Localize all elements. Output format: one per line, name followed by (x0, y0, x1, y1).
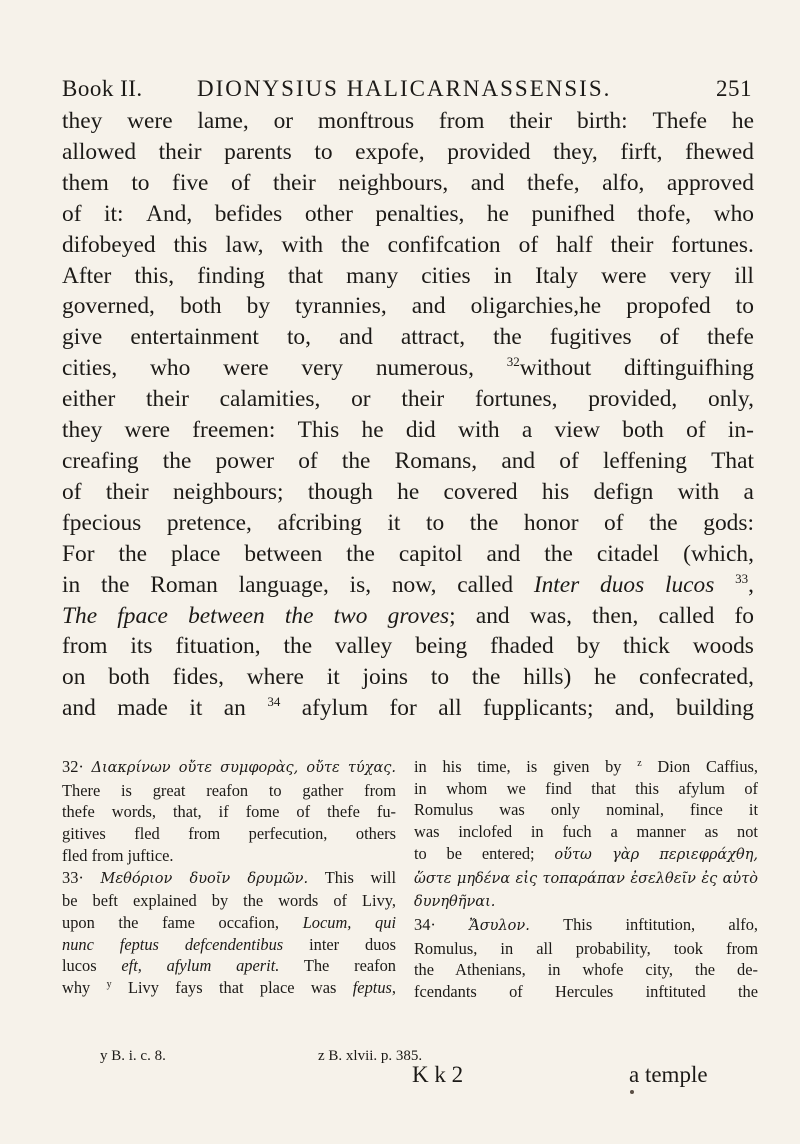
word: by (576, 633, 601, 660)
word: to (426, 509, 445, 536)
text-line (62, 137, 754, 168)
word: fhaded (490, 633, 554, 660)
word: the (493, 324, 522, 351)
word: calamities, (219, 386, 321, 413)
word: with (677, 478, 720, 505)
word: the (346, 540, 375, 567)
word: their (272, 169, 316, 196)
word: or (273, 108, 294, 134)
footnote-line: 33· Μεθόριον δυοῖν δρυμῶν. This will (62, 867, 396, 887)
word: thefe, (527, 169, 580, 196)
word: For (62, 540, 95, 567)
reference-y: y B. i. c. 8. (100, 1048, 166, 1064)
word: pretence, (166, 509, 252, 536)
word: their (509, 108, 553, 134)
word: from (438, 108, 485, 134)
word: cities (421, 262, 471, 289)
word: he (397, 478, 420, 505)
ink-speck (630, 1090, 634, 1094)
reference-z: z B. xlvii. p. 385. (318, 1048, 423, 1064)
footnote-marker: 34 (267, 694, 281, 710)
word: only, (708, 386, 754, 413)
word: of (62, 200, 82, 227)
greek-text: Ἄσυλον. (469, 917, 530, 934)
word: lame, (197, 108, 249, 134)
word: their (105, 478, 149, 505)
word: their (401, 386, 445, 413)
word: the (469, 509, 499, 536)
text-line (62, 662, 754, 693)
footnote-marker: 33 (735, 570, 749, 586)
word: the (544, 540, 573, 567)
word: being (415, 633, 468, 660)
word: Italy (535, 262, 578, 289)
word: gods: (703, 509, 754, 536)
reference-marker: z (637, 758, 642, 769)
word: it (326, 664, 340, 691)
footnote-marker: 32 (506, 354, 520, 370)
word: it: (104, 200, 124, 227)
word: That (711, 447, 754, 474)
word: to (314, 138, 333, 165)
word: the (283, 633, 313, 660)
word: from (62, 633, 108, 660)
footnote-line: to be entered; οὕτω γὰρ περιεφράχθη, (414, 843, 758, 863)
word: of (604, 509, 624, 536)
word: covered (443, 478, 518, 505)
footnote-line: thefe words, that, if fome of thefe fu- (62, 802, 396, 822)
word: them (62, 169, 109, 196)
word: by (246, 293, 271, 320)
text-line (62, 230, 754, 261)
text-line (62, 539, 754, 570)
italic-text: The fpace between the two groves (62, 602, 450, 629)
footnote-line: upon the fame occafion, Locum, qui (62, 912, 396, 932)
footnote-line: fled from juftice. (62, 845, 174, 865)
text-line (62, 631, 754, 662)
italic-text: eft, afylum aperit. (121, 956, 280, 976)
word: birth: (576, 108, 628, 134)
word: where (246, 664, 304, 691)
word: five (172, 169, 209, 196)
word: creafing (62, 447, 139, 474)
word: capitol (398, 540, 463, 567)
word: it (387, 509, 401, 536)
word: this (173, 231, 208, 258)
word: confecrated, (639, 664, 754, 691)
main-text (62, 106, 754, 724)
word: neighbours, (338, 169, 449, 196)
word: tyrannies, (295, 293, 387, 320)
word: This (297, 417, 340, 444)
word: governed, (62, 293, 155, 320)
footnote-line: There is great reafon to gather from (62, 780, 396, 800)
greek-text: Μεθόριον δυοῖν δρυμῶν. (100, 870, 309, 887)
word: fides, (172, 664, 224, 691)
word: After (62, 262, 112, 289)
word: fortunes. (671, 231, 754, 258)
word: who (713, 200, 754, 227)
footnotes-left-column (62, 756, 396, 999)
text-line: The fpace between the two groves; and was, then, called fo (62, 602, 754, 629)
word: their (158, 138, 202, 165)
word: law, (225, 231, 264, 258)
text-line: and made it an $^{34}$ afylum for all fupplicants; and, building (62, 694, 754, 722)
word: defign (593, 478, 654, 505)
word: and (501, 447, 536, 474)
word: did (405, 417, 436, 444)
page-number: 251 (716, 76, 752, 101)
word: the (162, 447, 192, 474)
word: and (470, 169, 505, 196)
word: the (341, 447, 371, 474)
word: in- (727, 417, 754, 444)
footnote-line (414, 867, 758, 891)
catchword: a temple (629, 1062, 708, 1087)
word: approved (666, 169, 754, 196)
word: power (215, 447, 275, 474)
word: of (62, 478, 82, 505)
word: firft, (620, 138, 663, 165)
text-line (62, 168, 754, 199)
footnote-line (414, 890, 758, 914)
word: the (341, 231, 370, 258)
word: fugitives (549, 324, 632, 351)
word: expofe, (355, 138, 425, 165)
word: and (411, 293, 446, 320)
word: hills) (523, 664, 572, 691)
word: thick (623, 633, 670, 660)
word: place (171, 540, 221, 567)
text-line (62, 199, 754, 230)
word: neighbours; (173, 478, 284, 505)
word: citadel (596, 540, 660, 567)
word: either (62, 386, 116, 413)
word: thofe, (637, 200, 692, 227)
text-line (62, 106, 754, 137)
word: monftrous (317, 108, 415, 134)
word: in (493, 262, 512, 289)
word: allowed (62, 138, 137, 165)
word: confifcation (387, 231, 501, 258)
footnote-line: the Athenians, in whofe city, the de- (414, 960, 758, 980)
text-line (62, 508, 754, 539)
footnote-line: gitives fled from perfecution, others (62, 824, 396, 844)
word: that (287, 262, 324, 289)
italic-text: nunc feptus defcendentibus (62, 934, 284, 954)
word: oligarchies,he (470, 293, 602, 320)
word: fhewed (685, 138, 754, 165)
text-line (62, 291, 754, 322)
word: both (622, 417, 664, 444)
footnote-line: why $^y$ Livy fays that place was feptus, (62, 978, 397, 998)
word: fpecious (62, 509, 142, 536)
word: fortunes, (475, 386, 558, 413)
word: between (244, 540, 323, 567)
footnote-line: be beft explained by the words of Livy, (62, 891, 396, 911)
word: and (339, 324, 373, 351)
word: he (361, 417, 384, 444)
word: parents (224, 138, 292, 165)
footnote-line: nunc feptus defcendentibus inter duos (62, 934, 396, 954)
word: or (351, 386, 371, 413)
word: a (521, 417, 533, 444)
word: leffening (602, 447, 687, 474)
word: Thefe (652, 108, 708, 134)
word: they (62, 417, 103, 444)
word: And, (146, 200, 193, 227)
word: other (304, 200, 353, 227)
word: entertainment (130, 324, 259, 351)
italic-text: feptus (352, 978, 392, 998)
footnote-line: in whom we find that this afylum of (414, 778, 758, 798)
running-head-title: DIONYSIUS HALICARNASSENSIS. (197, 76, 612, 101)
footnote-line: Romulus, in all probability, took from (414, 938, 758, 958)
word: punifhed (531, 200, 615, 227)
word: of (518, 231, 539, 258)
footnote-line: fcendants of Hercules inftituted the (414, 982, 758, 1002)
word: woods (692, 633, 754, 660)
word: this, (134, 262, 175, 289)
word: view (554, 417, 600, 444)
word: honor (523, 509, 579, 536)
word: they, (553, 138, 598, 165)
greek-text: δυνηθῆναι. (414, 894, 496, 911)
word: were (601, 262, 647, 289)
word: were (124, 417, 170, 444)
footnote-line: in his time, is given by $^z$ Dion Caffius, (414, 757, 759, 776)
word: finding (197, 262, 265, 289)
word: the (649, 509, 678, 536)
word: the (471, 664, 501, 691)
word: fituation, (175, 633, 261, 660)
word: half (556, 231, 593, 258)
word: they (62, 108, 103, 134)
word: freemen: (192, 417, 276, 444)
word: to, (286, 324, 311, 351)
text-line (62, 446, 754, 477)
footnote-line: 34· Ἄσυλον. This inftitution, alfo, (414, 914, 758, 934)
word: though (307, 478, 373, 505)
footnote-line: 32· Διακρίνων οὔτε συμφορὰς, οὔτε τύχας. (62, 757, 396, 776)
word: with (458, 417, 500, 444)
word: ill (734, 262, 754, 289)
word: alfo, (602, 169, 645, 196)
word: with (281, 231, 324, 258)
word: provided (447, 138, 531, 165)
word: their (146, 386, 189, 413)
word: of (298, 447, 318, 474)
word: of (686, 417, 706, 444)
word: of (559, 447, 579, 474)
word: of (659, 324, 680, 351)
word: valley (335, 633, 393, 660)
word: Romans, (394, 447, 478, 474)
word: he (594, 664, 617, 691)
word: befides (214, 200, 283, 227)
italic-text: Locum, qui (302, 912, 396, 932)
word: were (127, 108, 173, 134)
word: his (541, 478, 570, 505)
greek-text: οὕτω γὰρ περιεφράχθη, (554, 846, 758, 863)
text-line (62, 384, 754, 415)
footnote-line: lucos eft, afylum aperit. The reafon (62, 956, 396, 976)
word: very (669, 262, 712, 289)
word: afcribing (277, 509, 362, 536)
word: the (118, 540, 148, 567)
word: to (430, 664, 450, 691)
word: thefe (707, 324, 754, 351)
word: penalties, (375, 200, 465, 227)
text-line (62, 261, 754, 292)
text-line (62, 415, 754, 446)
word: attract, (400, 324, 466, 351)
text-line (62, 477, 754, 508)
text-line: in the Roman language, is, now, called Inter duos lucos $^{33}$, (62, 570, 754, 598)
word: give (62, 324, 103, 351)
word: to (131, 169, 150, 196)
word: many (346, 262, 399, 289)
word: propofed (626, 293, 711, 320)
word: (which, (683, 540, 754, 567)
running-head-book: Book II. (62, 76, 143, 101)
word: both (108, 664, 150, 691)
word: a (743, 478, 754, 505)
word: and (486, 540, 521, 567)
italic-text: Inter duos lucos (533, 571, 715, 598)
footnote-line: was inclofed in fuch a manner as not (414, 822, 758, 842)
signature-mark: K k 2 (412, 1062, 464, 1087)
footnotes-right-column (414, 756, 758, 1003)
word: difobeyed (62, 231, 156, 258)
footnote-line: Romulus was only nominal, fince it (414, 800, 758, 820)
reference-marker: y (106, 979, 112, 991)
greek-text: Διακρίνων οὔτε συμφορὰς, οὔτε τύχας. (91, 760, 396, 776)
word: he (486, 200, 509, 227)
text-line (62, 322, 754, 353)
word: its (130, 633, 153, 660)
word: joins (362, 664, 409, 691)
word: he (731, 108, 754, 134)
word: on (62, 664, 86, 691)
word: of (230, 169, 251, 196)
word: to (735, 293, 754, 320)
text-line: cities, who were very numerous, $^{32}$without diftinguifhing (62, 354, 754, 382)
word: both (179, 293, 222, 320)
word: their (610, 231, 654, 258)
greek-text: ὥστε μηδένα εἰς τοπαράπαν ἐσελθεῖν ἐς αὐτὸ (414, 870, 758, 887)
word: provided, (588, 386, 678, 413)
